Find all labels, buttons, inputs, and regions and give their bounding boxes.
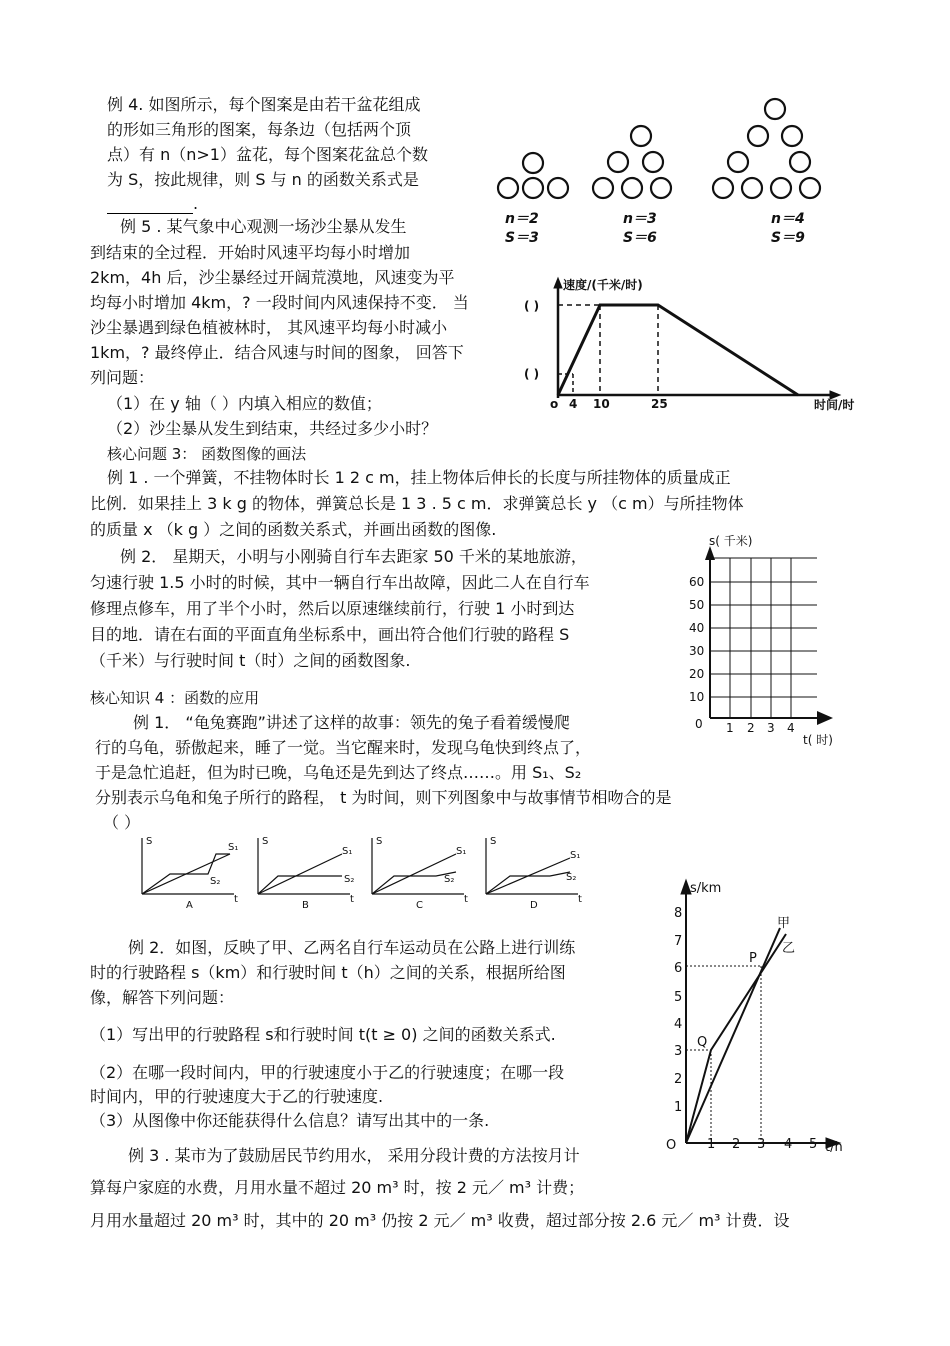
- core3-title: 核心问题 3： 函数图像的画法: [107, 445, 307, 463]
- pot: [748, 126, 768, 146]
- ex1b-line-3: 于是急忙追赶，但为时已晚，乌龟还是先到达了终点……。用 S₁、S₂: [95, 763, 582, 782]
- st-x-5: 5: [809, 1137, 818, 1152]
- opt-d-s1: S₁: [570, 850, 581, 861]
- ex4-answer-blank: [107, 194, 198, 214]
- ex3-line-3: 月用水量超过 20 m³ 时，其中的 20 m³ 仍按 2 元／ m³ 收费，超过部分按 2.6 元／ m³ 计费．设: [90, 1211, 790, 1230]
- pot: [593, 178, 613, 198]
- x-tick-25: 25: [651, 397, 668, 411]
- ex2a-line-1: 例 2． 星期天，小明与小刚骑自行车去距家 50 千米的某地旅游，: [120, 547, 587, 566]
- ex5-line-1: 例 5 . 某气象中心观测一场沙尘暴从发生: [120, 217, 407, 236]
- ex5-line-5: 沙尘暴遇到绿色植被林时， 其风速平均每小时减小: [90, 318, 448, 337]
- grid-origin: 0: [695, 717, 703, 731]
- opt-b-s: S: [262, 836, 269, 847]
- grid-y-30: 30: [689, 644, 705, 658]
- ex1b-line-1: 例 1． “龟兔赛跑”讲述了这样的故事：领先的兔子看着缓慢爬: [133, 713, 570, 732]
- ex2a-line-5: （千米）与行驶时间 t（时）之间的函数图象.: [90, 651, 411, 670]
- grid-y-40: 40: [689, 621, 705, 635]
- ex5-line-6: 1km，? 最终停止．结合风速与时间的图象， 回答下: [90, 343, 464, 362]
- ex4-line-3: 点）有 n（n>1）盆花，每个图案花盆总个数: [107, 145, 428, 164]
- label-p: P: [749, 951, 757, 966]
- ex4-line-4: 为 S，按此规律，则 S 与 n 的函数关系式是: [107, 170, 419, 189]
- label-n4: n＝4: [771, 211, 805, 227]
- grid-x-2: 2: [747, 721, 755, 735]
- ex1b-line-4: 分别表示乌龟和兔子所行的路程， t 为时间，则下列图象中与故事情节相吻合的是: [95, 788, 672, 807]
- opt-b-t: t: [350, 894, 354, 905]
- ex2b-line-3: 像，解答下列问题：: [90, 988, 235, 1007]
- ex2b-question-3: （3）从图像中你还能获得什么信息？请写出其中的一条.: [90, 1111, 490, 1130]
- y-paren-1: ( ): [524, 299, 540, 313]
- ex5-question-1: （1）在 y 轴（ ）内填入相应的数值；: [107, 394, 382, 413]
- opt-b-s1: S₁: [342, 846, 353, 857]
- st-y-5: 5: [674, 990, 683, 1005]
- opt-a-t: t: [234, 894, 238, 905]
- grid-x-arrow: [817, 711, 833, 725]
- ex2b-question-2a: （2）在哪一段时间内，甲的行驶速度小于乙的行驶速度；在哪一段: [90, 1063, 565, 1082]
- opt-a-s: S: [146, 836, 153, 847]
- grid-y-50: 50: [689, 598, 705, 612]
- st-x-1: 1: [707, 1137, 716, 1152]
- grid-x-3: 3: [767, 721, 775, 735]
- st-x-3: 3: [757, 1137, 766, 1152]
- st-y-7: 7: [674, 934, 683, 949]
- opt-c-s2: S₂: [444, 874, 455, 885]
- pot: [498, 178, 518, 198]
- opt-a-s2: S₂: [210, 876, 221, 887]
- pot: [771, 178, 791, 198]
- st-y-1: 1: [674, 1100, 683, 1115]
- ex4-line-2: 的形如三角形的图案，每条边（包括两个顶: [107, 120, 412, 139]
- blank-grid: [685, 534, 845, 753]
- opt-c-s1: S₁: [456, 846, 467, 857]
- st-x-label: t/h: [825, 1140, 843, 1155]
- st-y-8: 8: [674, 906, 683, 921]
- speed-line: [558, 305, 798, 395]
- y-paren-2: ( ): [524, 367, 540, 381]
- ex1b-line-2: 行的乌龟，骄傲起来，睡了一觉。当它醒来时，发现乌龟快到终点了，: [95, 738, 592, 757]
- grid-y-60: 60: [689, 575, 705, 589]
- ex1-line-2: 比例．如果挂上 3 k g 的物体，弹簧总长是 1 3 . 5 c m．求弹簧总长 y （c m）与所挂物体: [90, 494, 744, 513]
- ex5-line-4: 均每小时增加 4km，? 一段时间内风速保持不变． 当: [90, 293, 469, 312]
- pot: [782, 126, 802, 146]
- st-y-6: 6: [674, 961, 683, 976]
- label-q: Q: [697, 1035, 708, 1050]
- opt-a-letter: A: [186, 900, 193, 911]
- y-axis-label: 速度/(千米/时): [563, 278, 643, 292]
- option-b-graph: [258, 838, 353, 894]
- ex1-line-1: 例 1 . 一个弹簧，不挂物体时长 1 2 c m，挂上物体后伸长的长度与所挂物体的质量成正: [107, 468, 731, 487]
- label-yi: 乙: [782, 941, 796, 956]
- opt-a-s1: S₁: [228, 842, 239, 853]
- label-s6: S＝6: [623, 230, 657, 246]
- grid-y-arrow: [705, 546, 715, 560]
- pot: [523, 153, 543, 173]
- pot: [651, 178, 671, 198]
- grid-y-10: 10: [689, 690, 705, 704]
- ex5-line-3: 2km，4h 后，沙尘暴经过开阔荒漠地，风速变为平: [90, 268, 455, 287]
- options-figure: [130, 832, 600, 912]
- opt-b-s2: S₂: [344, 874, 355, 885]
- ex2a-line-3: 修理点修车，用了半个小时，然后以原速继续前行，行驶 1 小时到达: [90, 599, 575, 618]
- x-tick-10: 10: [593, 397, 610, 411]
- ex5-line-2: 到结束的全过程．开始时风速平均每小时增加: [90, 243, 411, 262]
- opt-c-s: S: [376, 836, 383, 847]
- label-jia: 甲: [777, 916, 791, 931]
- label-n2: n＝2: [505, 211, 539, 227]
- label-s3: S＝3: [505, 230, 539, 246]
- ex1b-choice-paren: （ ）: [103, 813, 141, 832]
- origin-label: o: [550, 397, 559, 411]
- ex2a-line-4: 目的地．请在右面的平面直角坐标系中，画出符合他们行驶的路程 S: [90, 625, 570, 644]
- ex2b-line-1: 例 2．如图，反映了甲、乙两名自行车运动员在公路上进行训练: [128, 938, 576, 957]
- grid-x-4: 4: [787, 721, 795, 735]
- label-n3: n＝3: [623, 211, 657, 227]
- pot: [643, 152, 663, 172]
- grid-x-label: t( 时): [803, 733, 833, 747]
- option-c-graph: [372, 838, 467, 894]
- wind-speed-graph: [518, 278, 863, 418]
- x-tick-4: 4: [569, 397, 578, 411]
- opt-c-letter: C: [416, 900, 423, 911]
- pot: [790, 152, 810, 172]
- st-y-3: 3: [674, 1044, 683, 1059]
- grid-y-label: s( 千米): [709, 534, 753, 548]
- y-arrow: [554, 278, 562, 288]
- flower-pot-figure: [495, 90, 855, 250]
- st-graph: [660, 878, 850, 1163]
- ex5-line-7: 列问题：: [90, 368, 155, 387]
- opt-d-s: S: [490, 836, 497, 847]
- ex2a-line-2: 匀速行驶 1.5 小时的时候，其中一辆自行车出故障，因此二人在自行车: [90, 573, 590, 592]
- opt-d-s2: S₂: [566, 872, 577, 883]
- core4-title: 核心知识 4 ：函数的应用: [90, 689, 260, 707]
- ex2b-question-2b: 时间内，甲的行驶速度大于乙的行驶速度.: [90, 1087, 384, 1106]
- ex3-line-1: 例 3 . 某市为了鼓励居民节约用水， 采用分段计费的方法按月计: [128, 1146, 580, 1165]
- x-axis-label: 时间/时: [814, 398, 855, 412]
- ex2b-line-2: 时的行驶路程 s（km）和行驶时间 t（h）之间的关系，根据所给图: [90, 963, 566, 982]
- ex1-line-3: 的质量 x （k g ）之间的函数关系式，并画出函数的图像.: [90, 520, 497, 539]
- st-y-4: 4: [674, 1017, 683, 1032]
- pot: [631, 126, 651, 146]
- pot: [608, 152, 628, 172]
- pot: [548, 178, 568, 198]
- ex4-period: .: [193, 194, 199, 213]
- pot: [523, 178, 543, 198]
- opt-b-letter: B: [302, 900, 309, 911]
- ex2b-question-1: （1）写出甲的行驶路程 s和行驶时间 t(t ≥ 0) 之间的函数关系式.: [90, 1025, 556, 1044]
- pot: [742, 178, 762, 198]
- st-y-2: 2: [674, 1072, 683, 1087]
- opt-d-letter: D: [530, 900, 538, 911]
- opt-d-t: t: [578, 894, 582, 905]
- pot: [765, 99, 785, 119]
- pot: [622, 178, 642, 198]
- st-y-label: s/km: [690, 881, 722, 896]
- label-s9: S＝9: [771, 230, 805, 246]
- pot: [800, 178, 820, 198]
- pot: [713, 178, 733, 198]
- st-origin: O: [666, 1138, 677, 1153]
- pot: [728, 152, 748, 172]
- ex5-question-2: （2）沙尘暴从发生到结束，共经过多少小时？: [107, 419, 438, 438]
- st-x-4: 4: [784, 1137, 793, 1152]
- grid-x-1: 1: [726, 721, 734, 735]
- opt-c-t: t: [464, 894, 468, 905]
- ex4-line-1: 例 4. 如图所示，每个图案是由若干盆花组成: [107, 95, 421, 114]
- ex3-line-2: 算每户家庭的水费，月用水量不超过 20 m³ 时，按 2 元／ m³ 计费；: [90, 1178, 585, 1197]
- st-x-2: 2: [732, 1137, 741, 1152]
- option-d-graph: [486, 838, 581, 894]
- grid-y-20: 20: [689, 667, 705, 681]
